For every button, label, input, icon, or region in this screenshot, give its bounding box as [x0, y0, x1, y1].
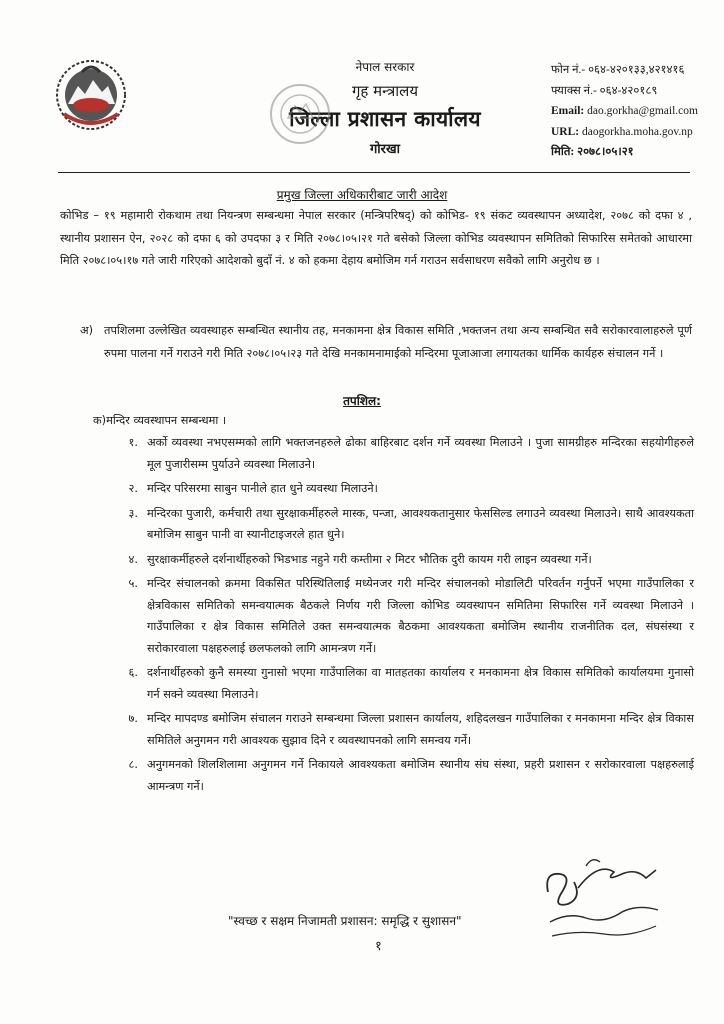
item-text: मन्दिर संचालनको क्रममा विकसित परिस्थितिलाई मध्येनजर गरी मन्दिर संचालनको मोडालिटी परिवर्तन गर्नुपर्ने भएमा गाउँपालिका र क्षेत्रविकास समितिको समन्वयात्मक बैठकले निर्णय गरी जिल्ला कोभिड व्यवस्थापन समितिमा सिफारिस गर्ने व्यवस्था मिलाउने । गाउँपालिका र क्षेत्र विकास समितिले उक्त समन्वयात्मक बैठकमा आवश्यकता बमोजिम स्थानीय राजनीतिक दल, संघसंस्था र सरोकारवाला पक्षहरुलाई छलफलको लागि आमन्त्रण गर्ने।	[147, 577, 694, 655]
item-number: ८.	[128, 758, 138, 771]
item-number: ७.	[128, 712, 138, 725]
item-text: मन्दिर परिसरमा साबुन पानीले हात धुने व्यवस्था मिलाउने।	[147, 482, 378, 495]
url-line	[551, 122, 721, 143]
item-number: ५.	[128, 577, 138, 590]
website-url[interactable]: daogorkha.moha.gov.np	[582, 125, 693, 138]
directive-a	[80, 320, 692, 365]
schedule-heading-text: तपशिल:	[343, 394, 381, 408]
item-text: अर्को व्यवस्था नभएसम्मको लागि भक्तजनहरुले ढोका बाहिरबाट दर्शन गर्ने व्यवस्था मिलाउने । पुजा सामग्रीहरु मन्दिरका सहयोगीहरुले मूल पुजारीसम्म पुर्याउने व्यवस्था मिलाउने।	[147, 436, 694, 471]
intro-paragraph: कोभिड – १९ महामारी रोकथाम तथा नियन्त्रण सम्बन्धमा नेपाल सरकार (मन्त्रिपरिषद्) को कोभिड- १९ संकट व्यवस्थापन अध्यादेश, २०७८ को दफा ४ , स्थानीय प्रशासन ऐन, २०२८ को दफा ६ को उपदफा ३ र मिति २०७८।०५।२१ गते बसेको जिल्ला कोभिड व्यवस्थापन समितिको सिफारिस समेतको आधारमा मिति २०७८।०५।१७ गते जारी गरिएको आदेशको बुदाँ नं. ४ को हकमा देहाय बमोजिम गर्न गराउन सर्वसाधरण सवैको लागि अनुरोध छ ।	[60, 209, 692, 267]
list-item	[118, 432, 694, 475]
list-item	[118, 708, 694, 751]
list-item	[118, 549, 694, 571]
item-number: ६.	[128, 666, 138, 679]
subject-text: प्रमुख जिल्ला अधिकारीबाट जारी आदेश	[276, 188, 448, 202]
item-text: सुरक्षाकर्मीहरुले दर्शनार्थीहरुको भिडभाड नहुने गरी कम्तीमा २ मिटर भौतिक दुरी कायम गरी लाइन व्यवस्था गर्ने।	[147, 552, 592, 566]
item-number: १.	[128, 436, 138, 449]
page-number: १	[375, 939, 382, 954]
office-motto: "स्वच्छ र सक्षम निजामती प्रशासन: समृद्धि र सुशासन"	[228, 914, 462, 928]
nepal-emblem-icon	[54, 58, 128, 132]
handwritten-signature	[538, 852, 668, 952]
section-ka-heading: क)मन्दिर व्यवस्थापन सम्बन्धमा ।	[93, 414, 227, 427]
email-address[interactable]: dao.gorkha@gmail.com	[587, 105, 698, 117]
list-item	[118, 573, 694, 659]
item-text: मन्दिरका पुजारी, कर्मचारी तथा सुरक्षाकर्मीहरुले मास्क, पन्जा, आवश्यकतानुसार फेससिल्ड लगाउने व्यवस्था मिलाउने। साथै आवश्यकता बमोजिम साबुन पानी वा स्यानीटाइजरले हात धुने।	[147, 506, 694, 541]
document-date: मिति: २०७८।०५।२१	[551, 146, 634, 158]
directive-a-label: अ)	[80, 324, 94, 337]
list-item	[118, 662, 694, 705]
url-label: URL:	[551, 125, 580, 138]
item-number: ४.	[128, 552, 138, 566]
fax-number: फ्याक्स नं.- ०६४-४२०१८९	[551, 84, 658, 97]
schedule-heading	[0, 392, 724, 409]
ministry-name: गृह मन्त्रालय	[351, 82, 419, 100]
contact-block	[551, 60, 721, 163]
header-divider	[58, 172, 690, 173]
directive-a-text: तपशिलमा उल्लेखित व्यवस्थाहरु सम्बन्धित स्थानीय तह, मनकामना क्षेत्र विकास समिति ,भक्तजन तथा अन्य सम्बन्धित सवै सरोकारवालाहरुले पूर्ण रुपमा पालना गर्ने गराउने गरी मिति २०७८।०५।२३ गते देखि मनकामनामाईको मन्दिरमा पूजाआजा लगायतका धार्मिक कार्यहरु संचालन गर्ने ।	[104, 324, 692, 360]
email-label: Email:	[551, 105, 585, 117]
district-name: गोरखा	[369, 142, 400, 157]
item-number: २.	[128, 482, 138, 495]
item-text: दर्शनार्थीहरुको कुनै समस्या गुनासो भएमा गाउँपालिका वा मातहतका कार्यालय र मनकामना क्षेत्र विकास समितिको कार्यालयमा गुनासो गर्न सक्ने व्यवस्था मिलाउने।	[147, 666, 694, 701]
office-name: जिल्ला प्रशासन कार्यालय	[289, 107, 481, 131]
email-line	[551, 101, 721, 122]
item-text: मन्दिर मापदण्ड बमोजिम संचालन गराउने सम्बन्धमा जिल्ला प्रशासन कार्यालय, शहिदलखन गाउँपालिका र मनकामना मन्दिर क्षेत्र विकास समितिले अनुगमन गरी आवश्यक सुझाव दिने र व्यवस्थापनको लागि समन्वय गर्ने।	[147, 712, 694, 747]
phone-number: फोन नं.- ०६४-४२०१३३,४२१४१६	[551, 64, 685, 76]
government-name: नेपाल सरकार	[355, 60, 415, 74]
list-item	[118, 478, 694, 500]
item-text: अनुगमनको शिलशिलामा अनुगमन गर्ने निकायले आवश्यकता बमोजिम स्थानीय संघ संस्था, प्रहरी प्रशासन र सरोकारवाला पक्षहरुलाई आमन्त्रण गर्ने।	[147, 758, 694, 793]
office-stamp-icon	[268, 82, 332, 146]
subject-line	[0, 186, 724, 203]
item-number: ३.	[128, 506, 138, 520]
list-item	[118, 503, 694, 546]
instruction-list	[118, 432, 694, 800]
list-item	[118, 754, 694, 797]
